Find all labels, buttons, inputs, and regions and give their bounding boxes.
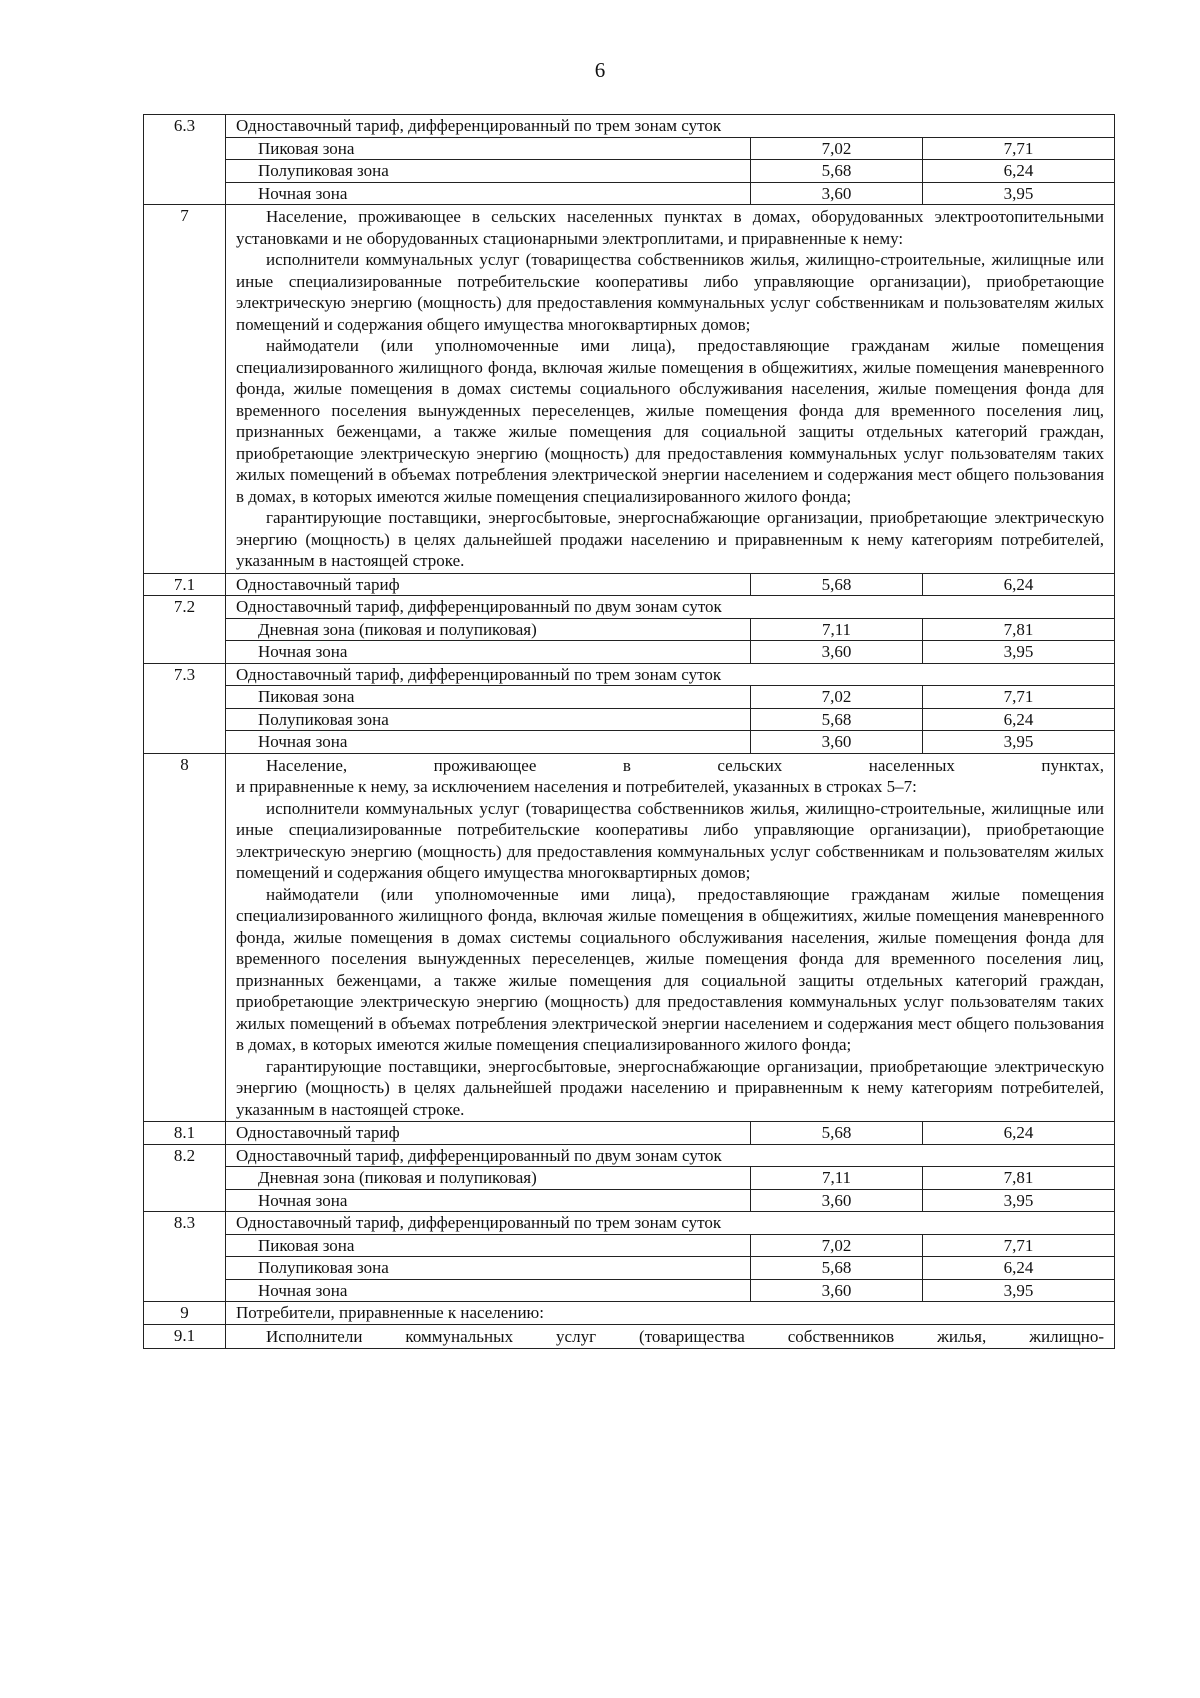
row-label: Одноставочный тариф <box>226 573 751 596</box>
tariff-value-1: 3,60 <box>751 641 923 664</box>
row-number: 7.3 <box>144 663 226 753</box>
zone-label: Дневная зона (пиковая и полупиковая) <box>226 618 751 641</box>
table-row-7-2 <box>144 596 1115 619</box>
table-row-6-3 <box>144 115 1115 138</box>
table-row-7 <box>144 205 1115 574</box>
tariff-value-2: 7,71 <box>923 686 1115 709</box>
row-number: 8.2 <box>144 1144 226 1212</box>
row-label: Одноставочный тариф, дифференцированный по трем зонам суток <box>226 1212 1115 1235</box>
tariff-value-1: 3,60 <box>751 1189 923 1212</box>
table-row-8-2-day <box>144 1167 1115 1190</box>
description-paragraph: исполнители коммунальных услуг (товарищества собственников жилья, жилищно-строительные, жилищные или иные специализированные потребительские кооперативы либо управляющие организации), приобретающие электрическую энергию (мощность) для предоставления коммунальных услуг собственникам и пользователям жилых помещений и содержания общего имущества многоквартирных домов; <box>236 250 1105 334</box>
tariff-value-2: 3,95 <box>923 182 1115 205</box>
tariff-value-2: 3,95 <box>923 641 1115 664</box>
zone-label: Пиковая зона <box>226 686 751 709</box>
row-number: 8 <box>144 753 226 1122</box>
tariff-value-1: 5,68 <box>751 708 923 731</box>
tariff-value-2: 7,81 <box>923 618 1115 641</box>
description-paragraph: гарантирующие поставщики, энергосбытовые, энергоснабжающие организации, приобретающие электрическую энергию (мощность) в целях дальнейшей продажи населению и приравненным к нему категориям потребителей, указанным в настоящей строке. <box>236 508 1105 570</box>
row-label: Одноставочный тариф, дифференцированный по двум зонам суток <box>226 596 1115 619</box>
row-number: 9.1 <box>144 1324 226 1349</box>
description-paragraph: исполнители коммунальных услуг (товарищества собственников жилья, жилищно-строительные, жилищные или иные специализированные потребительские кооперативы либо управляющие организации), приобретающие электрическую энергию (мощность) для предоставления коммунальных услуг собственникам и пользователям жилых помещений и содержания общего имущества многоквартирных домов; <box>236 798 1105 882</box>
tariff-value-1: 3,60 <box>751 182 923 205</box>
description-paragraph: наймодатели (или уполномоченные ими лица), предоставляющие гражданам жилые помещения специализированного жилищного фонда, включая жилые помещения в общежитиях, жилые помещения маневренного фонда, жилые помещения в домах системы социального обслуживания населения, жилые помещения фонда для временного поселения вынужденных переселенцев, жилые помещения фонда для временного поселения лиц, признанных беженцами, а также жилые помещения для социальной защиты отдельных категорий граждан, приобретающие электрическую энергию (мощность) для предоставления коммунальных услуг пользователям таких жилых помещений в объемах потребления электрической энергии населением и содержания мест общего пользования в домах, в которых имеются жилые помещения специализированного жилого фонда; <box>236 884 1105 1054</box>
table-row-7-3-half <box>144 708 1115 731</box>
zone-label: Ночная зона <box>226 641 751 664</box>
table-row-7-1 <box>144 573 1115 596</box>
table-row-7-3-peak <box>144 686 1115 709</box>
tariff-value-1: 7,02 <box>751 1234 923 1257</box>
zone-label: Пиковая зона <box>226 137 751 160</box>
tariff-value-1: 7,11 <box>751 618 923 641</box>
table-row-7-2-night <box>144 641 1115 664</box>
tariff-value-2: 6,24 <box>923 708 1115 731</box>
table-row-8-3-half <box>144 1257 1115 1280</box>
tariff-value-2: 6,24 <box>923 1122 1115 1145</box>
tariff-value-1: 5,68 <box>751 573 923 596</box>
row-description <box>226 1324 1115 1349</box>
tariff-table <box>143 114 1115 1349</box>
zone-label: Пиковая зона <box>226 1234 751 1257</box>
tariff-value-1: 7,02 <box>751 137 923 160</box>
table-row-9 <box>144 1302 1115 1325</box>
description-paragraph: и приравненные к нему, за исключением населения и потребителей, указанных в строках 5–7: <box>236 777 917 796</box>
table-row-6-3-half <box>144 160 1115 183</box>
tariff-value-2: 3,95 <box>923 1189 1115 1212</box>
tariff-value-1: 3,60 <box>751 731 923 754</box>
table-row-7-2-day <box>144 618 1115 641</box>
table-row-7-3 <box>144 663 1115 686</box>
description-paragraph: Исполнители коммунальных услуг (товарищества собственников жилья, жилищно- <box>266 1326 1105 1346</box>
zone-label: Дневная зона (пиковая и полупиковая) <box>226 1167 751 1190</box>
zone-label: Полупиковая зона <box>226 160 751 183</box>
row-number: 7 <box>144 205 226 574</box>
row-description <box>226 205 1115 574</box>
row-number: 7.2 <box>144 596 226 664</box>
table-row-8-2 <box>144 1144 1115 1167</box>
row-number: 6.3 <box>144 115 226 205</box>
row-number: 9 <box>144 1302 226 1325</box>
description-paragraph: гарантирующие поставщики, энергосбытовые, энергоснабжающие организации, приобретающие электрическую энергию (мощность) в целях дальнейшей продажи населению и приравненным к нему категориям потребителей, указанным в настоящей строке. <box>236 1056 1105 1119</box>
description-paragraph: Население, проживающее в сельских населенных пунктах в домах, оборудованных электроотопительными установками и не оборудованных стационарными электроплитами, и приравненные к нему: <box>236 207 1105 248</box>
row-number: 7.1 <box>144 573 226 596</box>
table-row-8-3-night <box>144 1279 1115 1302</box>
zone-label: Ночная зона <box>226 1279 751 1302</box>
table-row-8-2-night <box>144 1189 1115 1212</box>
description-paragraph: Население, проживающее в сельских населенных пунктах, <box>266 755 1105 775</box>
row-label: Одноставочный тариф, дифференцированный по трем зонам суток <box>226 115 1115 138</box>
tariff-value-1: 5,68 <box>751 1257 923 1280</box>
description-paragraph: наймодатели (или уполномоченные ими лица), предоставляющие гражданам жилые помещения специализированного жилищного фонда, включая жилые помещения в общежитиях, жилые помещения маневренного фонда, жилые помещения в домах системы социального обслуживания населения, жилые помещения фонда для временного поселения вынужденных переселенцев, жилые помещения фонда для временного поселения лиц, признанных беженцами, а также жилые помещения для социальной защиты отдельных категорий граждан, приобретающие электрическую энергию (мощность) для предоставления коммунальных услуг пользователям таких жилых помещений в объемах потребления электрической энергии населением и содержания мест общего пользования в домах, в которых имеются жилые помещения специализированного жилого фонда; <box>236 336 1105 506</box>
table-row-8 <box>144 753 1115 1122</box>
row-label: Одноставочный тариф <box>226 1122 751 1145</box>
row-description <box>226 753 1115 1122</box>
page-number: 6 <box>594 58 606 82</box>
tariff-value-2: 6,24 <box>923 160 1115 183</box>
row-label: Потребители, приравненные к населению: <box>226 1302 1115 1325</box>
zone-label: Ночная зона <box>226 182 751 205</box>
table-row-6-3-night <box>144 182 1115 205</box>
row-number: 8.1 <box>144 1122 226 1145</box>
table-row-9-1 <box>144 1324 1115 1349</box>
tariff-value-2: 7,81 <box>923 1167 1115 1190</box>
tariff-value-2: 3,95 <box>923 1279 1115 1302</box>
table-row-7-3-night <box>144 731 1115 754</box>
tariff-value-2: 7,71 <box>923 1234 1115 1257</box>
row-label: Одноставочный тариф, дифференцированный по двум зонам суток <box>226 1144 1115 1167</box>
zone-label: Полупиковая зона <box>226 1257 751 1280</box>
row-number: 8.3 <box>144 1212 226 1302</box>
table-row-8-3 <box>144 1212 1115 1235</box>
zone-label: Ночная зона <box>226 1189 751 1212</box>
tariff-value-1: 7,11 <box>751 1167 923 1190</box>
tariff-value-1: 5,68 <box>751 160 923 183</box>
table-row-8-1 <box>144 1122 1115 1145</box>
tariff-value-2: 6,24 <box>923 573 1115 596</box>
table-row-6-3-peak <box>144 137 1115 160</box>
table-row-8-3-peak <box>144 1234 1115 1257</box>
tariff-value-2: 3,95 <box>923 731 1115 754</box>
tariff-value-1: 5,68 <box>751 1122 923 1145</box>
tariff-value-2: 6,24 <box>923 1257 1115 1280</box>
zone-label: Ночная зона <box>226 731 751 754</box>
tariff-value-2: 7,71 <box>923 137 1115 160</box>
zone-label: Полупиковая зона <box>226 708 751 731</box>
row-label: Одноставочный тариф, дифференцированный по трем зонам суток <box>226 663 1115 686</box>
tariff-value-1: 3,60 <box>751 1279 923 1302</box>
tariff-value-1: 7,02 <box>751 686 923 709</box>
